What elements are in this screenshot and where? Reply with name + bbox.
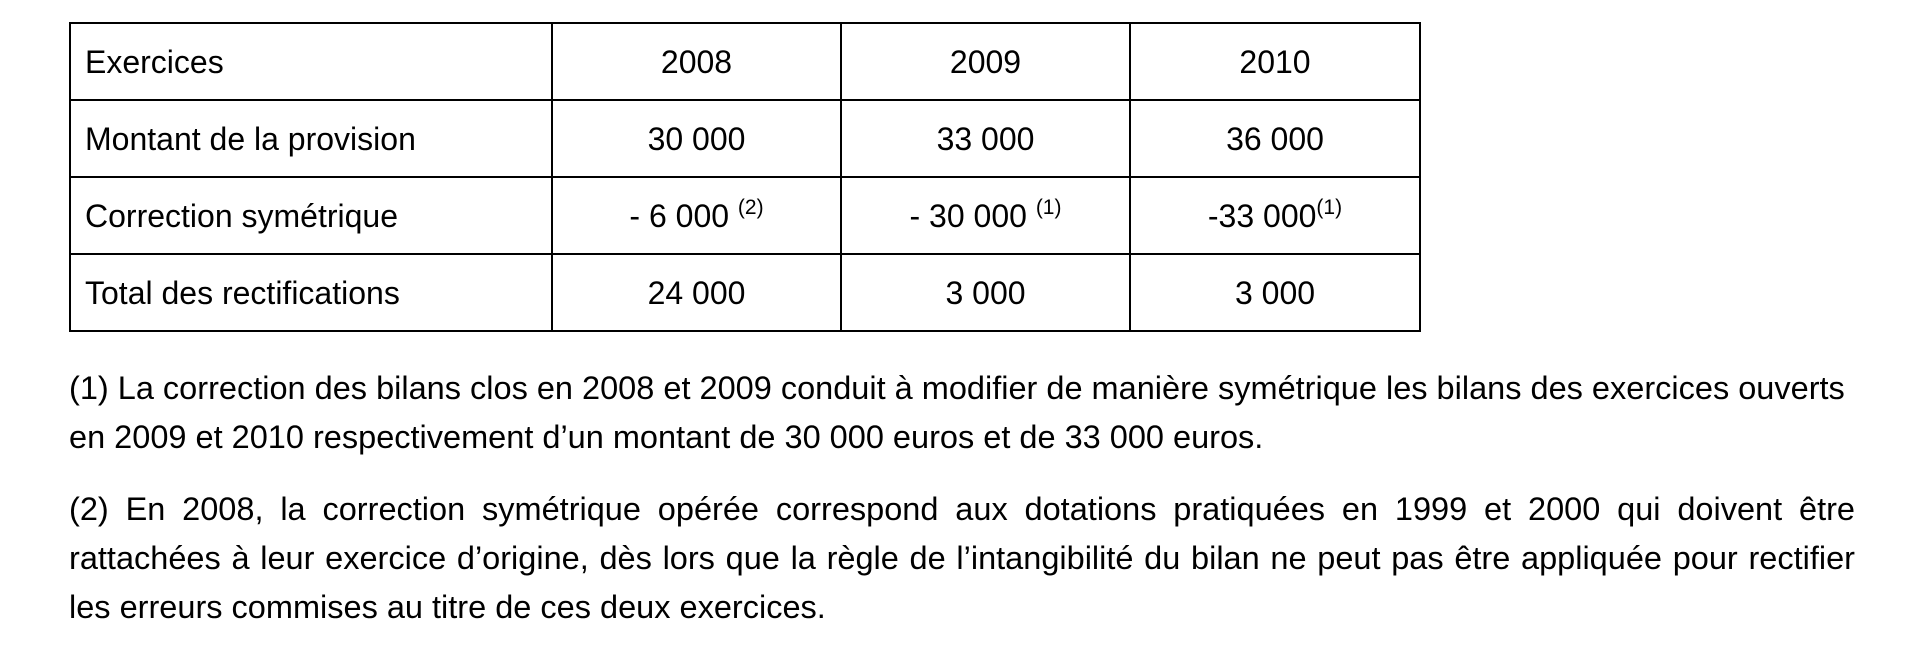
table-cell xyxy=(1130,177,1420,254)
cell-value: 33 000 xyxy=(936,120,1035,157)
provision-table xyxy=(69,22,1421,332)
table-row xyxy=(70,100,1420,177)
year-header: 2008 xyxy=(552,23,841,100)
row-label: Montant de la provision xyxy=(70,100,552,177)
footnote-1: (1) La correction des bilans clos en 2008 et 2009 conduit à modifier de manière symétrique les bilans des exercices ouverts en 2009 et 2010 respectivement d’un montant de 30 000 euros et de 33 000 euros. xyxy=(69,370,1845,455)
year-header: 2009 xyxy=(841,23,1130,100)
table-header-label: Exercices xyxy=(70,23,552,100)
cell-value: 30 000 xyxy=(647,120,746,157)
cell-value: - 6 000 xyxy=(629,197,738,234)
table-cell xyxy=(841,254,1130,331)
table-cell xyxy=(552,177,841,254)
table-cell xyxy=(841,177,1130,254)
table-cell xyxy=(1130,100,1420,177)
cell-value: - 30 000 xyxy=(909,197,1036,234)
table-row xyxy=(70,177,1420,254)
year-header: 2010 xyxy=(1130,23,1420,100)
footnotes xyxy=(69,364,1855,632)
table-cell xyxy=(552,254,841,331)
cell-value: 3 000 xyxy=(945,274,1026,311)
cell-value: -33 000 xyxy=(1207,197,1317,234)
footnote-ref: (2) xyxy=(737,195,764,219)
cell-value: 36 000 xyxy=(1226,120,1324,157)
table-cell xyxy=(1130,254,1420,331)
table-cell xyxy=(841,100,1130,177)
footnote-ref: (1) xyxy=(1035,195,1062,219)
footnote-ref: (1) xyxy=(1316,195,1343,219)
cell-value: 24 000 xyxy=(647,274,746,311)
table-row xyxy=(70,254,1420,331)
cell-value: 3 000 xyxy=(1234,274,1316,311)
footnote-2: (2) En 2008, la correction symétrique opérée correspond aux dotations pratiquées en 1999 et 2000 qui doivent être rattachées à leur exercice d’origine, dès lors que la règle de l’intangibilité du bilan ne peut pas être appliquée pour rectifier les erreurs commises au titre de ces deux exercices. xyxy=(69,491,1855,625)
row-label: Total des rectifications xyxy=(70,254,552,331)
table-cell xyxy=(552,100,841,177)
row-label: Correction symétrique xyxy=(70,177,552,254)
table-header-row xyxy=(70,23,1420,100)
